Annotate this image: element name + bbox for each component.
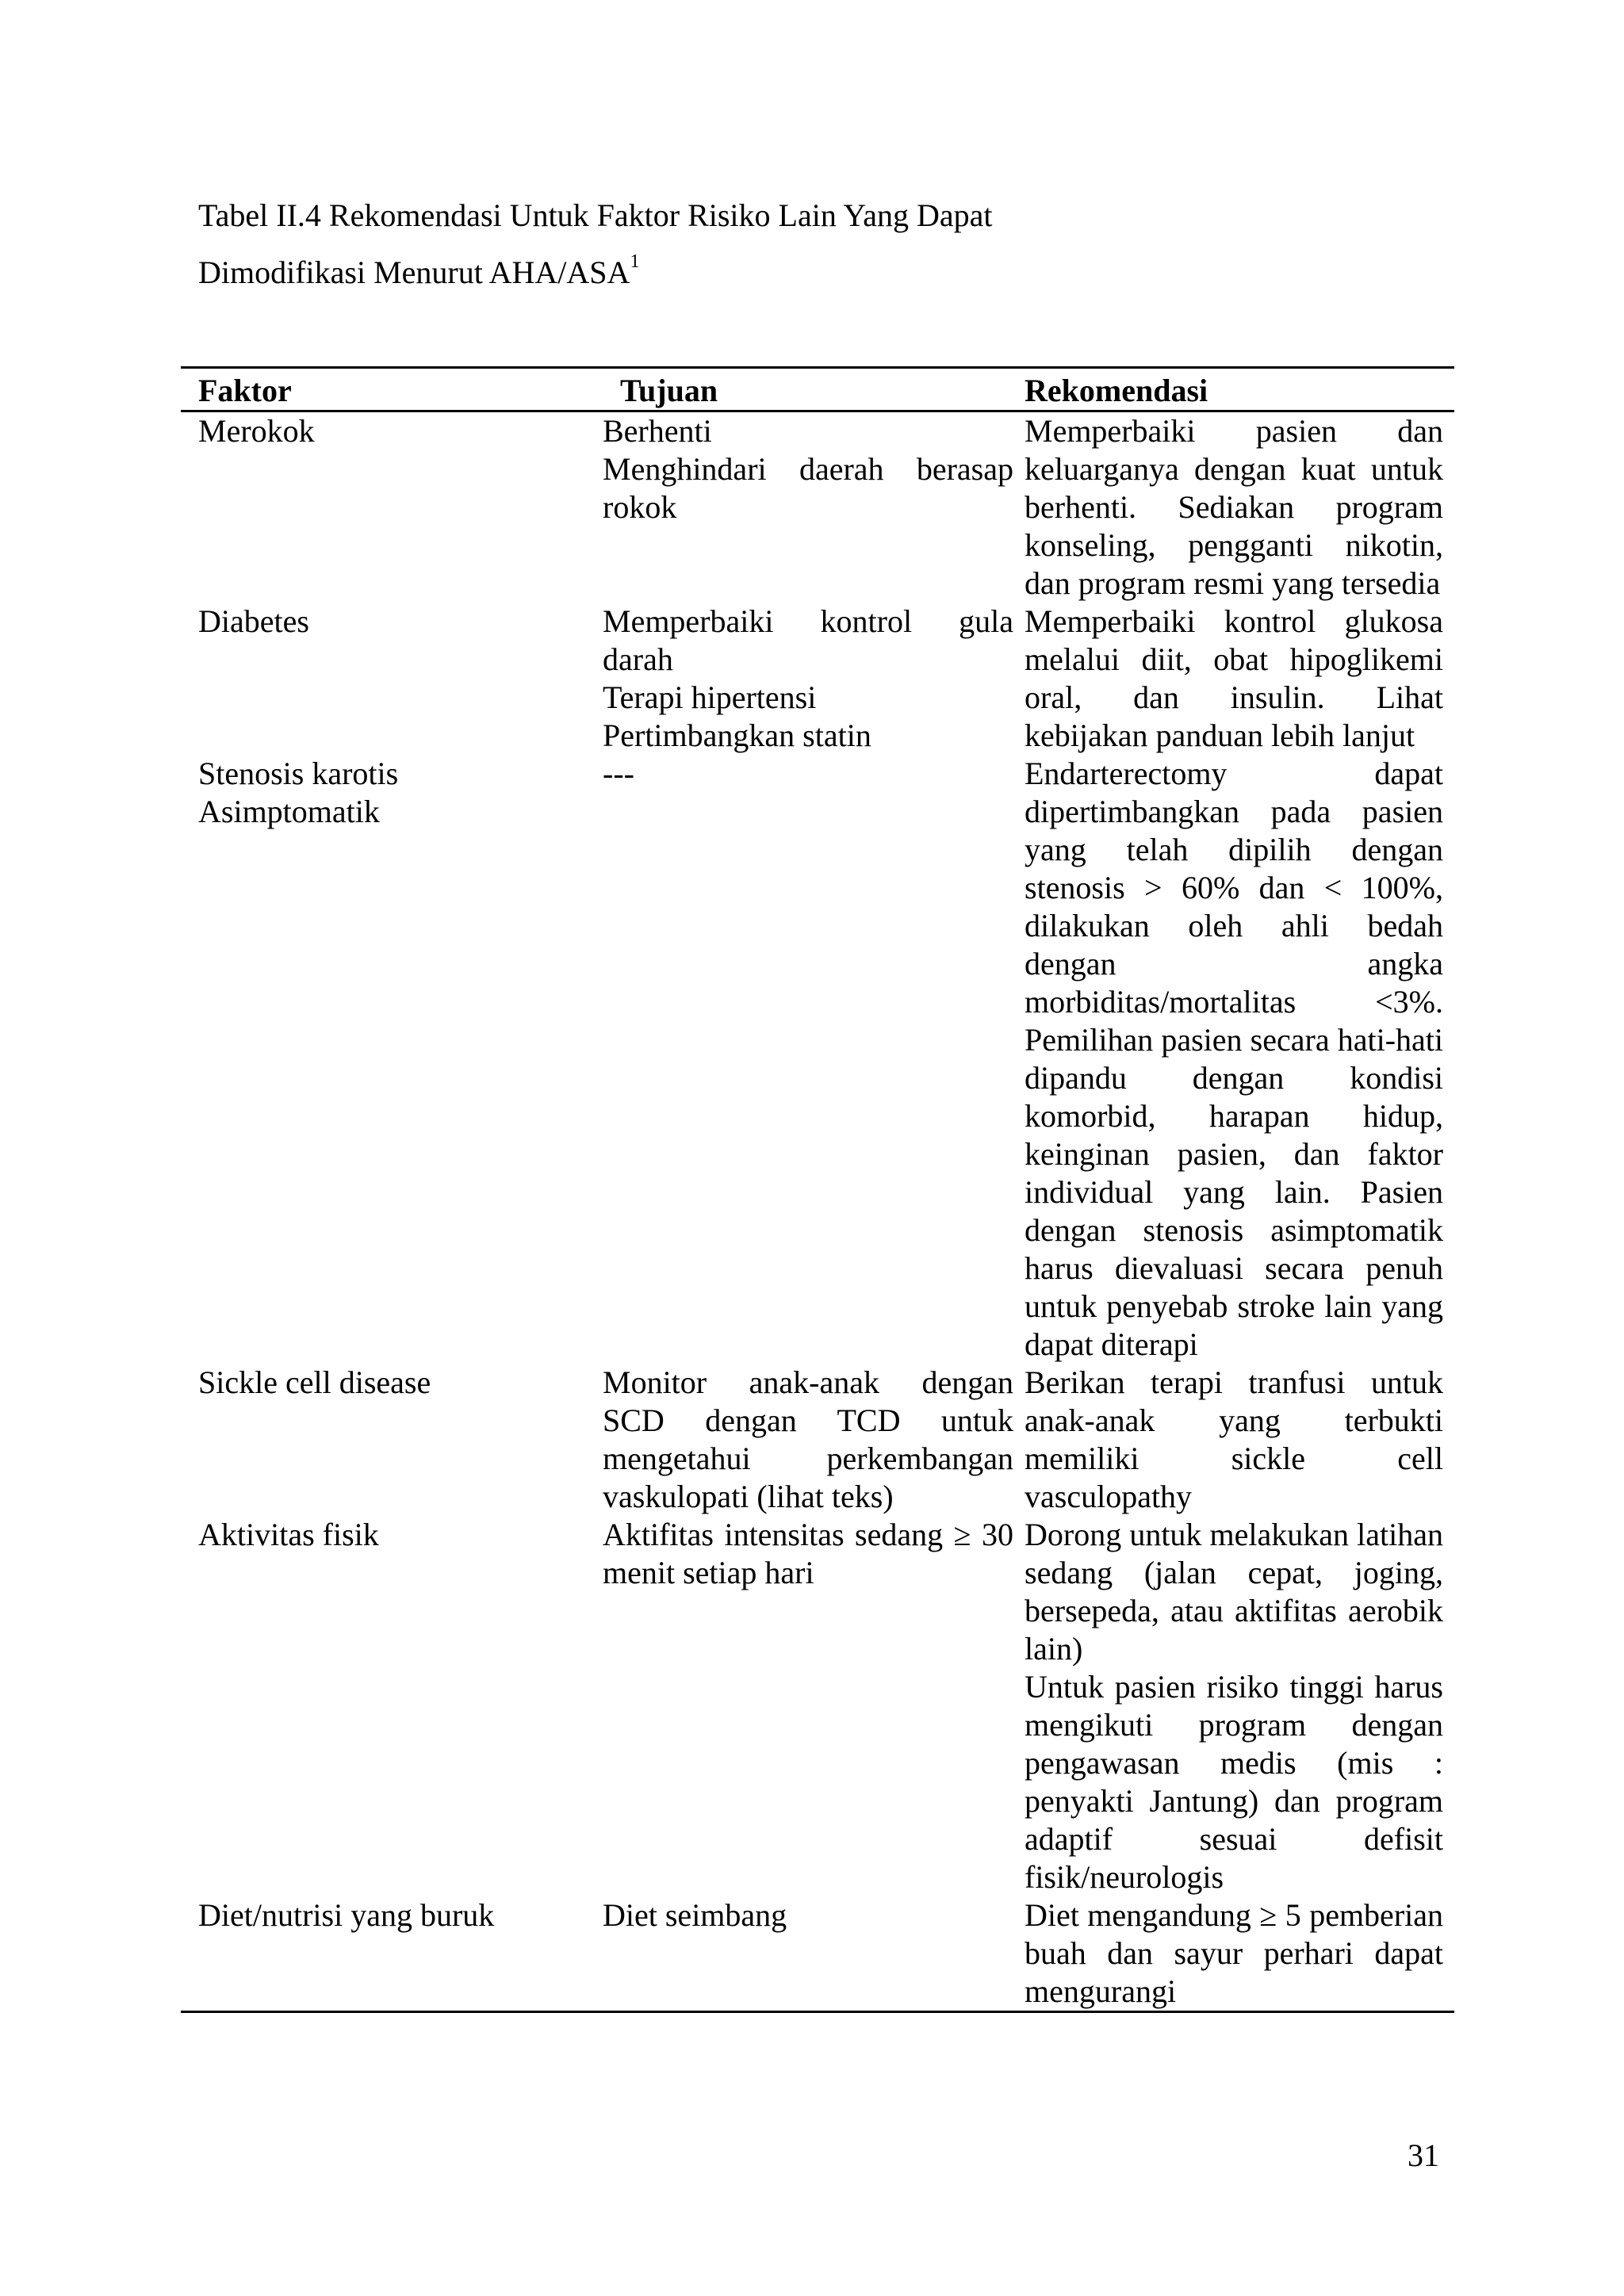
table-row — [181, 1516, 1454, 1896]
cell-text: Dorong untuk melakukan latihan sedang (jalan cepat, joging, bersepeda, atau aktifitas aerobik lain) — [1025, 1517, 1443, 1667]
cell-text: Diabetes — [198, 603, 309, 639]
cell-faktor — [181, 1364, 603, 1516]
cell-tujuan — [603, 1896, 1025, 2012]
cell-text: Sickle cell disease — [198, 1364, 431, 1400]
cell-text: Memperbaiki kontrol gula darah — [603, 603, 1013, 677]
table-row — [181, 1896, 1454, 2012]
cell-faktor — [181, 411, 603, 603]
cell-tujuan — [603, 1364, 1025, 1516]
cell-tujuan — [603, 1516, 1025, 1896]
caption-line-1: Tabel II.4 Rekomendasi Untuk Faktor Risiko Lain Yang Dapat — [198, 197, 993, 233]
cell-rekomendasi — [1025, 411, 1454, 603]
table-header-row — [181, 368, 1454, 411]
cell-text: Diet mengandung ≥ 5 pemberian buah dan sayur perhari dapat mengurangi — [1025, 1897, 1443, 2009]
cell-tujuan — [603, 411, 1025, 603]
cell-text: Memperbaiki pasien dan keluarganya dengan kuat untuk berhenti. Sediakan program konseling, pengganti nikotin, dan program resmi yang tersedia — [1025, 413, 1443, 601]
caption-superscript: 1 — [630, 251, 640, 272]
cell-text: Monitor anak-anak dengan SCD dengan TCD untuk mengetahui perkembangan vaskulopati (lihat teks) — [603, 1364, 1013, 1514]
cell-rekomendasi — [1025, 1896, 1454, 2012]
table-caption — [198, 197, 1467, 292]
header-rekomendasi: Rekomendasi — [1025, 368, 1454, 411]
cell-text: Untuk pasien risiko tinggi harus mengikuti program dengan pengawasan medis (mis : penyakti Jantung) dan program adaptif sesuai defisit fisik/neurologis — [1025, 1669, 1443, 1895]
cell-text: Merokok — [198, 413, 315, 449]
table-row — [181, 411, 1454, 603]
cell-faktor — [181, 1896, 603, 2012]
cell-tujuan — [603, 755, 1025, 1364]
cell-faktor — [181, 755, 603, 1364]
table-row — [181, 1364, 1454, 1516]
cell-rekomendasi — [1025, 755, 1454, 1364]
cell-text: Aktivitas fisik — [198, 1517, 379, 1552]
cell-text: --- — [603, 756, 634, 791]
cell-text: Diet/nutrisi yang buruk — [198, 1897, 495, 1933]
cell-text: Asimptomatik — [198, 794, 380, 829]
cell-text: Berikan terapi tranfusi untuk anak-anak yang terbukti memiliki sickle cell vasculopathy — [1025, 1364, 1443, 1514]
cell-text: Berhenti — [603, 413, 712, 449]
cell-tujuan — [603, 603, 1025, 755]
header-faktor: Faktor — [181, 368, 603, 411]
cell-text: Memperbaiki kontrol glukosa melalui diit, obat hipoglikemi oral, dan insulin. Lihat kebijakan panduan lebih lanjut — [1025, 603, 1443, 753]
page-number: 31 — [1408, 2137, 1439, 2173]
caption-line-2 — [198, 251, 1467, 292]
cell-text: Terapi hipertensi — [603, 679, 817, 715]
caption-line-2-text: Dimodifikasi Menurut AHA/ASA — [198, 254, 630, 290]
cell-text: Pertimbangkan statin — [603, 718, 871, 753]
cell-text: Diet seimbang — [603, 1897, 787, 1933]
cell-rekomendasi — [1025, 1364, 1454, 1516]
cell-text: Aktifitas intensitas sedang ≥ 30 menit setiap hari — [603, 1517, 1013, 1590]
cell-text: Stenosis karotis — [198, 756, 399, 791]
cell-faktor — [181, 603, 603, 755]
cell-rekomendasi — [1025, 1516, 1454, 1896]
table-row — [181, 755, 1454, 1364]
header-tujuan: Tujuan — [603, 368, 1025, 411]
recommendation-table — [181, 366, 1454, 2013]
cell-text: Menghindari daerah berasap rokok — [603, 451, 1013, 525]
cell-text: Endarterectomy dapat dipertimbangkan pada pasien yang telah dipilih dengan stenosis > 60% dan < 100%, dilakukan oleh ahli bedah dengan angka morbiditas/mortalitas <3%. Pemilihan pasien secara hati-hati dipandu dengan kondisi komorbid, harapan hidup, keinginan pasien, dan faktor individual yang lain. Pasien dengan stenosis asimptomatik harus dievaluasi secara penuh untuk penyebab stroke lain yang dapat diterapi — [1025, 756, 1443, 1362]
table-row — [181, 603, 1454, 755]
cell-rekomendasi — [1025, 603, 1454, 755]
cell-faktor — [181, 1516, 603, 1896]
